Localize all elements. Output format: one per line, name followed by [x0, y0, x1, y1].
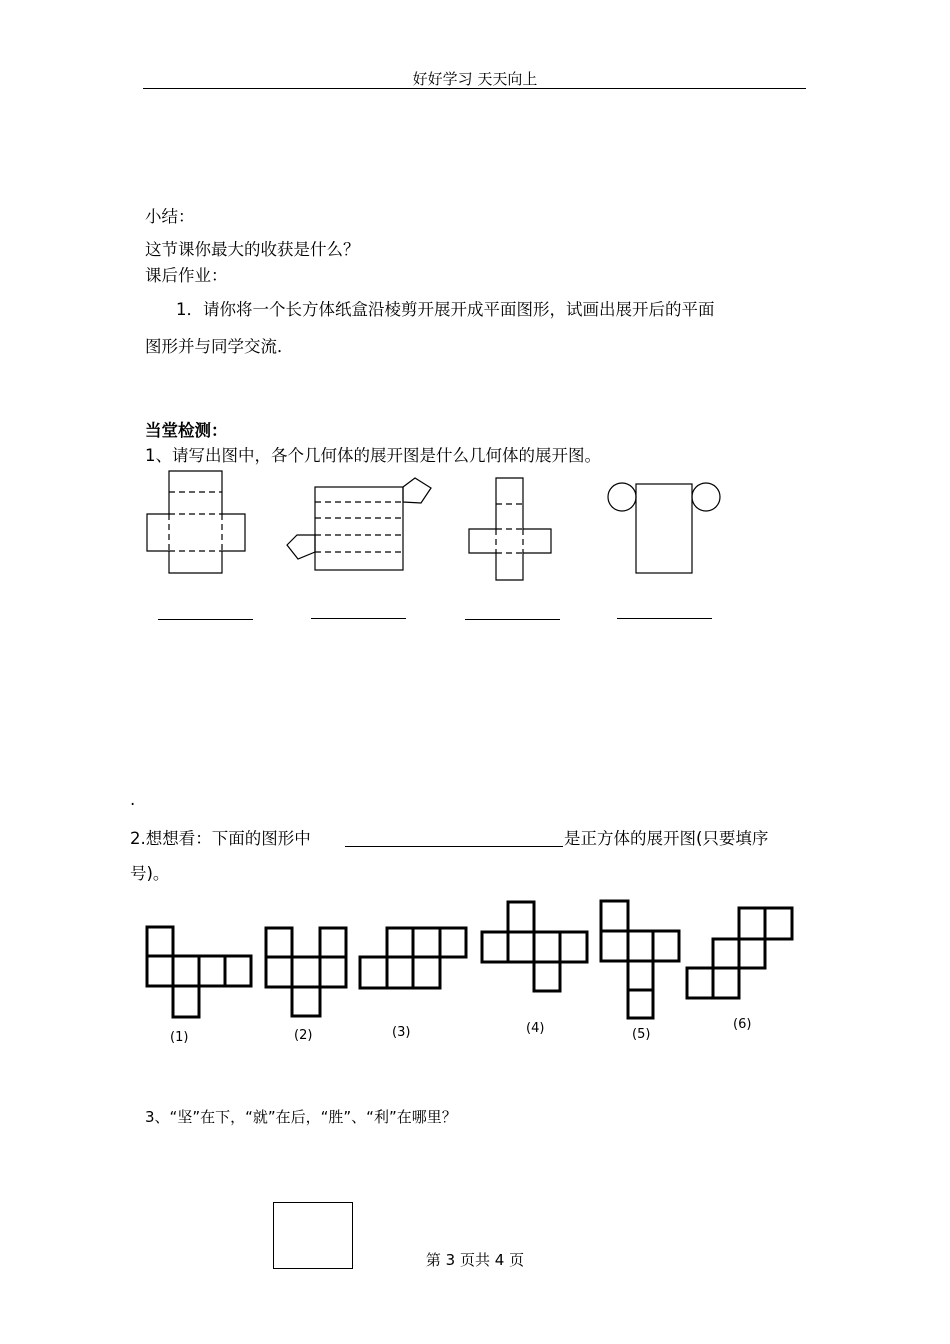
summary-heading: 小结： [145, 207, 195, 226]
cube-net-label-3: (3) [392, 1025, 411, 1040]
homework-item-line2: 图形并与同学交流． [145, 337, 294, 356]
cube-net-label-4: (4) [526, 1021, 545, 1036]
question-2-suffix: 是正方体的展开图(只要填序 [564, 829, 769, 848]
cube-net-label-6: (6) [733, 1017, 752, 1032]
cube-net-4 [482, 902, 587, 991]
homework-item-line1: 1．请你将一个长方体纸盒沿棱剪开展开成平面图形，试画出展开后的平面 [176, 300, 715, 319]
page-header: 好好学习 天天向上 [412, 70, 538, 88]
question-1: 1、请写出图中，各个几何体的展开图是什么几何体的展开图。 [145, 446, 601, 465]
cube-net-3 [360, 928, 466, 988]
cube-net-label-1: (1) [170, 1030, 189, 1045]
cube-net-1 [147, 927, 251, 1017]
cube-net-label-2: (2) [294, 1028, 313, 1043]
cube-net-label-5: (5) [632, 1027, 651, 1042]
question-2-prefix: 2.想想看：下面的图形中 [130, 829, 311, 848]
question-2-line2: 号)。 [130, 864, 170, 883]
homework-heading: 课后作业： [145, 266, 228, 285]
cube-net-6 [687, 908, 792, 998]
page-footer: 第 3 页共 4 页 [425, 1251, 525, 1269]
stray-dot: . [130, 790, 136, 809]
question-3: 3、“坚”在下，“就”在后，“胜”、“利”在哪里？ [145, 1108, 457, 1126]
summary-question: 这节课你最大的收获是什么？ [145, 240, 360, 259]
check-heading: 当堂检测： [145, 421, 228, 440]
cube-net-2 [266, 928, 346, 1016]
cube-net-5 [601, 901, 679, 1018]
